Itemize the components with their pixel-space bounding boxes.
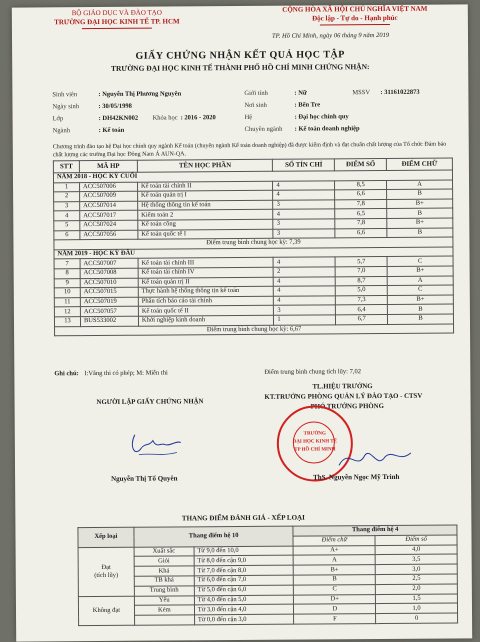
course-name: Kế toán quốc tế I — [138, 229, 274, 240]
course-name: Kế toán tài chính III — [138, 258, 274, 269]
scale-col-10: Thang điểm hệ 10 — [134, 526, 294, 547]
scale-rank — [134, 615, 194, 625]
col-score: ĐIỂM SỐ — [335, 158, 387, 170]
course-letter: C — [387, 285, 453, 295]
course-stt: 8 — [54, 269, 80, 279]
course-stt: 3 — [54, 201, 80, 211]
republic-name: CỘNG HÒA XÃ HỘI CHỦ NGHĨA VIỆT NAM — [282, 4, 428, 14]
course-name: Hệ thống thông tin kế toán — [138, 200, 274, 211]
course-credits: 2 — [274, 267, 336, 277]
scale-range: Từ 3,0 đến cận 4,0 — [194, 605, 294, 615]
course-score: 7,3 — [336, 295, 388, 305]
signer-title-2: KT.TRƯỞNG PHÒNG QUẢN LÝ ĐÀO TẠO - CTSV — [264, 392, 423, 401]
scale-range: Từ 7,0 đến cận 8,0 — [194, 565, 294, 575]
course-credits: 4 — [273, 209, 335, 219]
scale-rank: Yếu — [134, 595, 194, 605]
scale-rank: TB khá — [134, 576, 194, 586]
course-score: 8,7 — [335, 276, 387, 286]
university-name: TRƯỜNG ĐẠI HỌC KINH TẾ TP. HCM — [54, 17, 180, 27]
course-name: Kế toán quản trị II — [138, 277, 274, 288]
scale-col-letter: Điểm chữ — [293, 535, 375, 545]
scale-range: Từ 4,0 đến cận 5,0 — [194, 595, 294, 605]
course-stt: 5 — [54, 221, 80, 231]
course-letter: A — [387, 276, 453, 286]
course-letter: B — [388, 314, 454, 324]
course-letter: C — [387, 256, 453, 266]
course-score: 6,6 — [335, 190, 387, 200]
scale-col-4: Thang điểm hệ 4 — [293, 525, 457, 536]
scale-col-number: Điểm số — [375, 535, 457, 545]
course-name: Phân tích báo cáo tài chính — [138, 296, 274, 307]
stamp-line-2: ĐẠI HỌC KINH TẾ — [292, 439, 337, 445]
col-code: MÃ HP — [79, 160, 137, 172]
scale-letter: D — [294, 604, 376, 614]
document-subtitle: TRƯỜNG ĐẠI HỌC KINH TẾ THÀNH PHỐ HỒ CHÍ MINH CHỨNG NHẬN: — [110, 62, 370, 73]
mssv-label: MSSV — [352, 89, 371, 97]
issue-date: TP. Hồ Chí Minh, ngày 06 tháng 9 năm 2019 — [271, 31, 390, 40]
certificate-document — [12, 4, 472, 641]
student-specialization: : Kế toán doanh nghiệp — [294, 125, 360, 133]
stamp-line-3: TP HỒ CHÍ MINH — [294, 447, 336, 453]
course-letter: B+ — [387, 199, 453, 209]
course-score: 6,7 — [336, 314, 388, 324]
cumulative-average: Điểm trung bình chung tích lũy: 7,02 — [264, 368, 361, 376]
scale-number: 4,0 — [375, 545, 457, 555]
scale-letter: F — [294, 614, 376, 624]
course-stt: 9 — [54, 278, 80, 288]
course-stt: 7 — [54, 259, 80, 269]
course-credits: 4 — [274, 296, 336, 306]
course-score: 5,7 — [335, 257, 387, 267]
course-credits: 4 — [273, 190, 335, 200]
course-score: 6,4 — [336, 305, 388, 315]
motto-underline — [320, 24, 390, 25]
gender-label: Giới tính — [244, 89, 268, 97]
scale-letter: A+ — [293, 545, 375, 555]
course-letter: B — [388, 304, 454, 314]
course-stt: 13 — [54, 317, 80, 327]
col-credits: SỐ TÍN CHỈ — [273, 159, 335, 171]
course-letter: B — [387, 208, 453, 218]
course-code: ACC507017 — [80, 211, 138, 221]
course-score: 7,8 — [335, 218, 387, 228]
scale-number: 3,5 — [375, 554, 457, 564]
scale-range: Từ 6,0 đến cận 7,0 — [194, 575, 294, 585]
course-score: 6,6 — [335, 228, 387, 238]
national-header — [250, 4, 460, 26]
course-code: ACC507056 — [80, 230, 138, 240]
course-name: Kế toán tài chính II — [137, 181, 273, 192]
grading-scale-table — [77, 525, 458, 627]
course-stt: 6 — [54, 230, 80, 240]
scale-rank: Giỏi — [134, 556, 194, 566]
course-name: Kế toán quản trị I — [137, 190, 273, 201]
scale-rank: Trung bình — [134, 586, 194, 596]
course-name: Thực hành hệ thống thông tin kế toán — [138, 286, 274, 297]
course-code: ACC507019 — [80, 297, 138, 307]
scale-number: 0 — [376, 613, 458, 623]
student-gender: : Nữ — [294, 89, 307, 97]
course-stt: 1 — [54, 182, 80, 192]
course-credits: 3 — [273, 200, 335, 210]
course-name: Kế toán tài chính IV — [138, 267, 274, 278]
scale-letter: A — [294, 555, 376, 565]
course-letter: B+ — [387, 295, 453, 305]
official-name: ThS. Nguyễn Ngọc Mỹ Trinh — [313, 472, 400, 482]
student-class: : DH42KN002 — [98, 114, 139, 122]
course-score: 7,0 — [335, 266, 387, 276]
course-stt: 4 — [54, 211, 80, 221]
course-code: ACC507007 — [80, 259, 138, 269]
semester-name: NĂM 2019 - HỌC KỲ ĐẦU — [54, 247, 453, 259]
grades-table — [53, 158, 454, 337]
scale-letter: B — [294, 575, 376, 585]
course-code: ACC507024 — [80, 220, 138, 230]
scale-letter: B+ — [294, 565, 376, 575]
course-code: ACC507057 — [80, 307, 138, 317]
semester-name: NĂM 2018 - HỌC KỲ CUỐI — [53, 170, 452, 182]
course-credits: 4 — [273, 180, 335, 190]
course-letter: B — [387, 189, 453, 199]
course-credits: 4 — [274, 286, 336, 296]
scale-number: 1,0 — [376, 603, 458, 613]
fail-group — [78, 596, 134, 626]
student-course: : 2016 - 2020 — [180, 114, 216, 122]
student-major: : Kế toán — [98, 126, 125, 134]
scale-range: Từ 5,0 đến cận 6,0 — [194, 585, 294, 595]
scale-range: Từ 0,0 đến cận 3,0 — [194, 614, 294, 624]
scale-col-rank: Xếp loại — [78, 527, 134, 547]
scale-letter: D+ — [294, 594, 376, 604]
preparer-title: NGƯỜI LẬP GIẤY CHỨNG NHẬN — [96, 398, 204, 407]
scale-range: Từ 8,0 đến cận 9,0 — [194, 556, 294, 566]
course-credits: 1 — [274, 315, 336, 325]
student-name: : Nguyễn Thị Phương Nguyên — [98, 90, 182, 98]
ministry-name: BỘ GIÁO DỤC VÀ ĐÀO TẠO — [71, 8, 162, 18]
major-label: Ngành — [52, 127, 71, 135]
header-underline — [82, 28, 152, 29]
footnote-text: I:Vắng thi có phép; M: Miễn thi — [84, 369, 168, 378]
student-system: : Đại học chính quy — [294, 113, 349, 121]
course-stt: 2 — [54, 192, 80, 202]
semester-average: Điểm trung bình chung học kỳ: 7,39 — [54, 237, 453, 249]
course-credits: 4 — [274, 276, 336, 286]
course-name: Kế toán công — [138, 219, 274, 230]
student-mssv: : 31161022873 — [380, 88, 420, 97]
course-stt: 11 — [54, 297, 80, 307]
scale-number: 2,5 — [375, 574, 457, 584]
course-credits: 3 — [273, 219, 335, 229]
accreditation-note: Chương trình đào tạo hệ Đại học chính quy ngành Kế toán (chuyên ngành Kế toán doanh nghiệp) đã được kiểm định và đạt chuẩn chất lượng của Tổ chức Đảm bảo chất lượng các trường Đại học Đông Nam Á AUN-QA. — [52, 141, 447, 158]
footnote-label: Ghi chú: — [54, 370, 79, 378]
course-label: Khóa học — [152, 114, 178, 122]
student-pob: : Bến Tre — [294, 101, 321, 109]
pob-label: Nơi sinh — [244, 101, 267, 109]
pass-group — [78, 547, 134, 596]
col-course-name: TÊN HỌC PHẦN — [137, 159, 273, 172]
scale-rank: Kém — [134, 605, 194, 615]
col-letter: ĐIỂM CHỮ — [386, 158, 452, 170]
course-letter: B+ — [387, 266, 453, 276]
course-score: 8,5 — [335, 180, 387, 190]
col-stt: STT — [53, 161, 79, 173]
scale-rank: Xuất sắc — [134, 546, 194, 556]
name-label: Sinh viên — [52, 91, 78, 99]
spec-label: Chuyên ngành — [244, 125, 283, 133]
course-code: ACC507006 — [79, 182, 137, 192]
course-letter: A — [387, 180, 453, 190]
class-label: Lớp — [52, 115, 64, 123]
course-name: Kế toán quốc tế II — [138, 306, 274, 317]
course-credits: 4 — [273, 257, 335, 267]
preparer-signature — [127, 426, 187, 466]
scale-row — [79, 613, 458, 625]
scale-number: 3,0 — [375, 564, 457, 574]
pass-label: Đạt — [101, 563, 111, 571]
scale-title: THANG ĐIỂM ĐÁNH GIÁ - XẾP LOẠI — [181, 513, 305, 523]
issuer-header — [42, 8, 192, 30]
semester-average: Điểm trung bình chung học kỳ: 6,67 — [55, 324, 454, 336]
scale-range: Từ 9,0 đến 10,0 — [194, 546, 294, 556]
course-code: ACC507010 — [80, 278, 138, 288]
signer-title-1: TL.HIỆU TRƯỞNG — [312, 383, 373, 391]
fail-label: Không đạt — [92, 606, 121, 614]
course-code: ACC507014 — [80, 201, 138, 211]
course-stt: 12 — [54, 307, 80, 317]
student-dob: : 30/05/1998 — [98, 102, 132, 110]
system-label: Hệ — [244, 113, 253, 121]
preparer-name: Nguyễn Thị Tố Quyên — [111, 474, 178, 483]
scale-letter: C — [294, 584, 376, 594]
course-credits: 3 — [273, 228, 335, 238]
course-letter: B — [387, 228, 453, 238]
footnote — [54, 370, 167, 378]
scale-number: 2,0 — [376, 584, 458, 594]
pass-sublabel: (tích lũy) — [94, 571, 119, 579]
semester-average-row — [55, 324, 454, 336]
stamp-line-1: TRƯỜNG — [303, 431, 326, 437]
course-score: 5,0 — [335, 286, 387, 296]
document-title: GIẤY CHỨNG NHẬN KẾT QUẢ HỌC TẬP — [135, 49, 345, 62]
course-code: ACC507015 — [80, 287, 138, 297]
course-score: 6,5 — [335, 209, 387, 219]
national-motto: Độc lập - Tự do - Hạnh phúc — [312, 13, 398, 23]
course-score: 7,8 — [335, 199, 387, 209]
course-code: ACC507009 — [80, 191, 138, 201]
course-name: Khởi nghiệp kinh doanh — [138, 315, 274, 326]
course-stt: 10 — [54, 288, 80, 298]
signer-title-3: PHÓ TRƯỞNG PHÒNG — [310, 403, 384, 411]
course-code: BUS533002 — [80, 316, 138, 326]
dob-label: Ngày sinh — [52, 103, 80, 111]
official-signature — [335, 443, 415, 476]
scale-rank: Khá — [134, 566, 194, 576]
course-name: Kiểm toán 2 — [138, 210, 274, 221]
course-code: ACC507008 — [80, 268, 138, 278]
course-credits: 3 — [274, 305, 336, 315]
scale-number: 1,5 — [376, 594, 458, 604]
course-letter: B+ — [387, 218, 453, 228]
